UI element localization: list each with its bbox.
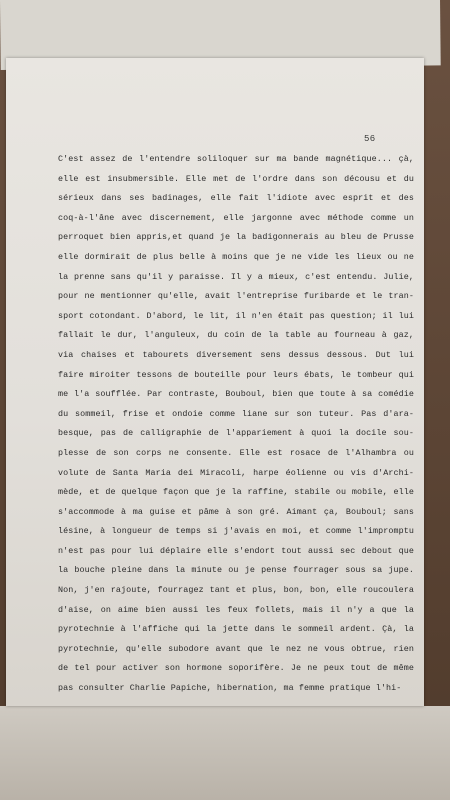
text-line: pyrotechnie, qu'elle subodore avant que le nez ne vous obtrue, rien <box>58 643 414 654</box>
text-line: faire miroiter tessons de bouteille pour leurs ébats, le tombeur qui <box>58 369 414 380</box>
text-line: elle est insubmersible. Elle met de l'ordre dans son décousu et du <box>58 173 414 184</box>
text-line: perroquet bien appris,et quand je la badigonnerais au bleu de Prusse <box>58 232 414 243</box>
text-line: lésine, à longueur de temps si j'avais en moi, et comme l'impromptu <box>58 526 414 537</box>
page-number: 56 <box>364 134 376 144</box>
text-line: plesse de son corps ne consente. Elle est rosace de l'Alhambra ou <box>58 447 414 458</box>
text-line: pas consulter Charlie Papiche, hibernation, ma femme pratique l'hi- <box>58 683 402 694</box>
text-line: Non, j'en rajoute, fourragez tant et plus, bon, bon, elle roucoulera <box>58 585 414 596</box>
text-line: pour ne mentionner qu'elle, avait l'entreprise furibarde et le tran- <box>58 291 414 302</box>
text-line: mède, et de quelque façon que je la raffine, stabile ou mobile, elle <box>58 487 414 498</box>
text-line: n'est pas pour lui déplaire elle s'endort tout aussi sec debout que <box>58 545 414 556</box>
text-line: la bouche pleine dans la minute ou je pense fourrager sous sa jupe. <box>58 565 414 576</box>
text-line: volute de Santa Maria dei Miracoli, harpe éolienne ou vis d'Archi- <box>58 467 414 478</box>
text-line: C'est assez de l'entendre soliloquer sur ma bande magnétique... çà, <box>58 154 414 164</box>
text-line: de tel pour activer son hormone soporifère. Je ne peux tout de même <box>58 663 414 674</box>
text-line: s'accommode à ma guise et pâme à son gré. Aimant ça, Bouboul; sans <box>58 506 414 517</box>
text-line: pyrotechnie à l'affiche qui la jette dans le sommeil ardent. Çà, la <box>58 624 414 635</box>
text-line: la prenne sans qu'il y paraisse. Il y a mieux, c'est entendu. Julie, <box>58 271 414 282</box>
text-line: elle dormirait de plus belle à moins que je ne vide les lieux ou ne <box>58 251 414 262</box>
text-line: coq-à-l'âne avec discernement, elle jargonne avec méthode comme un <box>58 212 414 223</box>
body-text <box>58 150 414 699</box>
text-line: d'aise, on aime bien aussi les feux follets, mais il n'y a que la <box>58 604 414 615</box>
text-line: me l'a soufflée. Par contraste, Bouboul, bien que toute à sa comédie <box>58 389 414 400</box>
text-line: sport cotondant. D'abord, le lit, il n'en était pas question; il lui <box>58 310 414 321</box>
page-stack-edge <box>0 706 450 800</box>
text-line: sérieux dans ses badinages, elle fait l'idiote avec esprit et des <box>58 193 414 204</box>
text-line: via chaises et tabourets diversement sens dessus dessous. Dut lui <box>58 349 414 360</box>
text-line: du sommeil, frise et ondoie comme liane sur son tuteur. Pas d'ara- <box>58 408 414 419</box>
text-line: besque, pas de calligraphie de l'appariement à quoi la docile sou- <box>58 428 414 439</box>
text-line: fallait le dur, l'anguleux, du coin de la table au fourneau à gaz, <box>58 330 414 341</box>
